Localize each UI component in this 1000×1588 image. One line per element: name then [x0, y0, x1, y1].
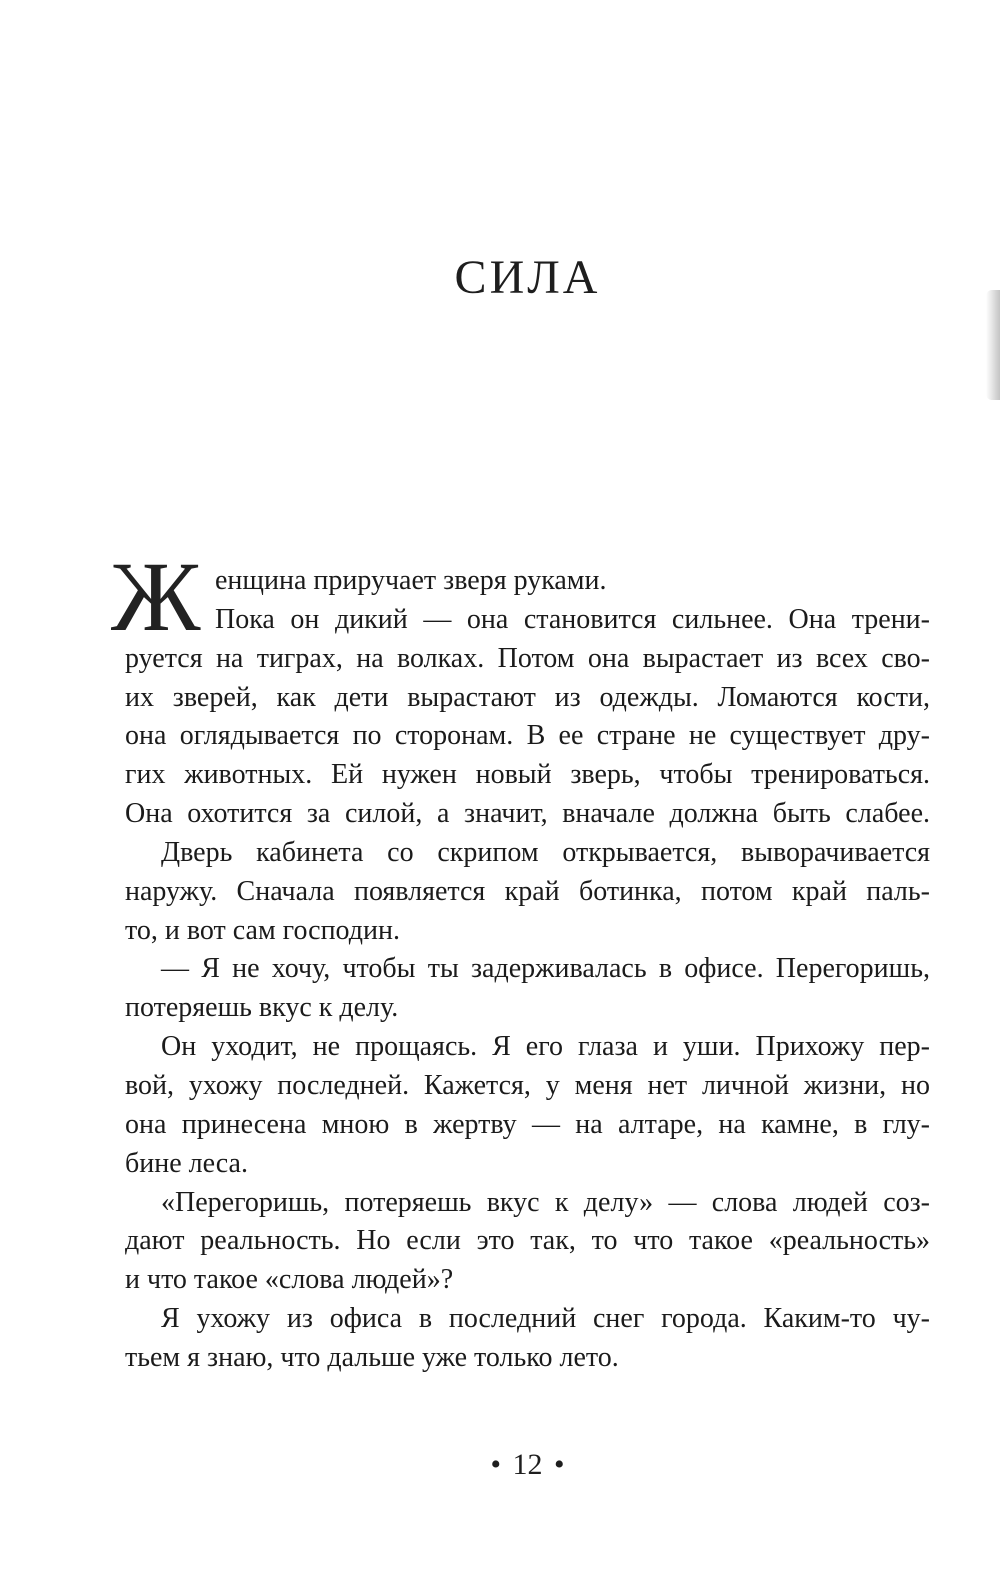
text-line: их зверей, как дети вырастают из одежды. Ломаются кости,: [125, 681, 930, 713]
text-line: она оглядывается по сторонам. В ее стране не существует дру-: [125, 720, 930, 752]
text-line: Она охотится за силой, а значит, вначале должна быть слабее.: [125, 798, 930, 830]
page-edge-shadow: [986, 290, 1000, 400]
text-line: то, и вот сам господин.: [125, 914, 400, 946]
body-text: [125, 562, 930, 1378]
text-line: «Перегоришь, потеряешь вкус к делу» — слова людей соз-: [161, 1186, 930, 1218]
text-line: вой, ухожу последней. Кажется, у меня нет личной жизни, но: [125, 1069, 930, 1101]
text-line: Он уходит, не прощаясь. Я его глаза и уши. Прихожу пер-: [161, 1031, 930, 1063]
chapter-title: СИЛА: [454, 251, 601, 304]
text-line: тьем я знаю, что дальше уже только лето.: [125, 1341, 619, 1373]
text-line: дают реальность. Но если это так, то что такое «реальность»: [125, 1225, 930, 1257]
text-line: потеряешь вкус к делу.: [125, 992, 399, 1024]
text-line: она принесена мною в жертву — на алтаре, на камне, в глу-: [125, 1108, 930, 1140]
text-line: руется на тиграх, на волках. Потом она вырастает из всех сво-: [125, 642, 930, 674]
text-line: — Я не хочу, чтобы ты задерживалась в офисе. Перегоришь,: [161, 953, 930, 985]
page-number: • 12 •: [490, 1448, 565, 1481]
text-line: и что такое «слова людей»?: [125, 1264, 454, 1296]
text-line: наружу. Сначала появляется край ботинка, потом край паль-: [125, 875, 930, 907]
text-line: гих животных. Ей нужен новый зверь, чтобы тренироваться.: [125, 759, 930, 791]
text-line: Дверь кабинета со скрипом открывается, выворачивается: [161, 836, 930, 868]
text-line: Пока он дикий — она становится сильнее. Она трени-: [215, 603, 930, 635]
text-line: бине леса.: [125, 1147, 248, 1179]
text-line: енщина приручает зверя руками.: [215, 565, 607, 596]
text-line: Я ухожу из офиса в последний снег города. Каким-то чу-: [161, 1303, 930, 1335]
drop-cap: Ж: [111, 541, 201, 652]
